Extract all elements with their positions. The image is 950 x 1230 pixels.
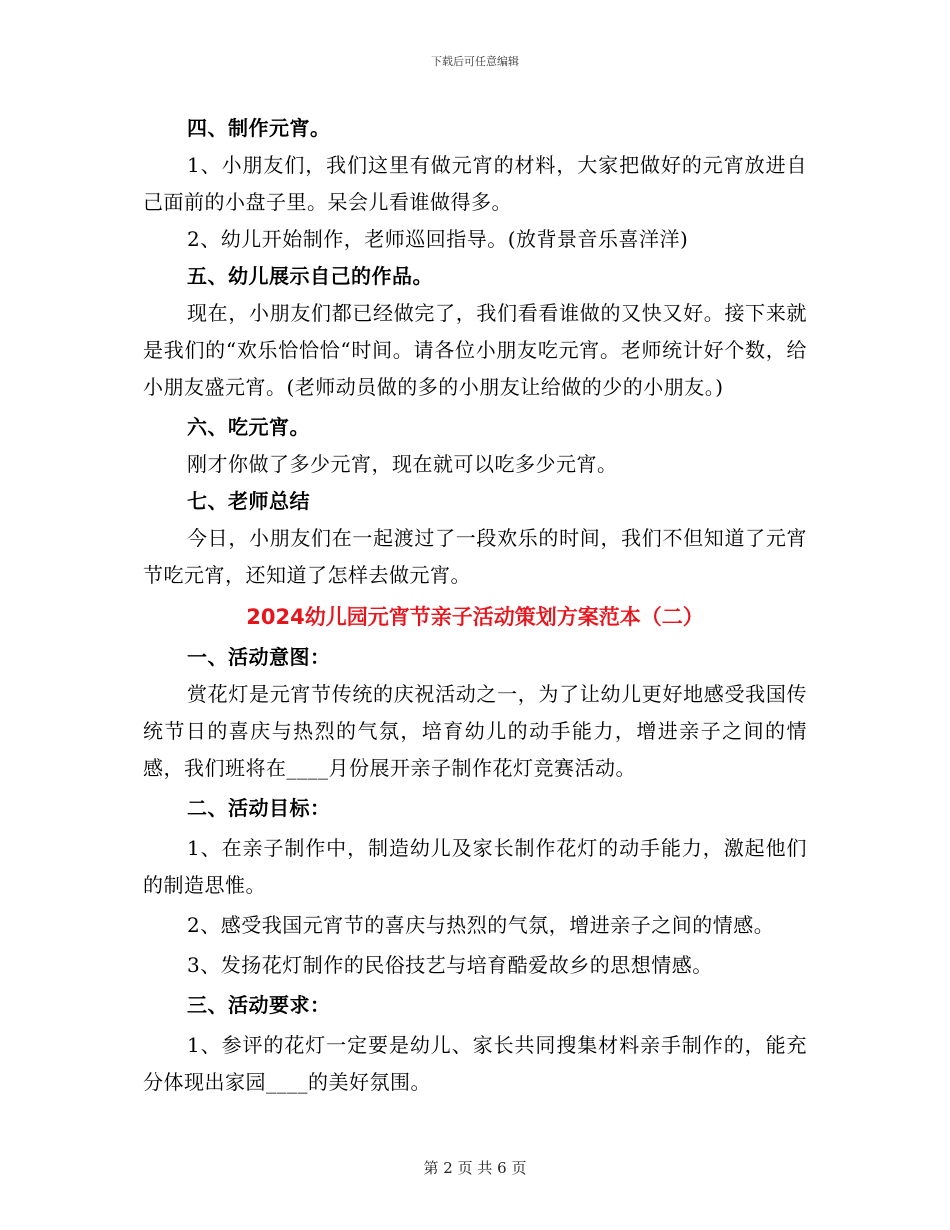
paragraph: 2、感受我国元宵节的喜庆与热烈的气氛，增进亲子之间的情感。	[187, 913, 775, 937]
section-heading: 六、吃元宵。	[187, 415, 310, 439]
section-heading: 一、活动意图：	[187, 645, 331, 669]
section-heading: 五、幼儿展示自己的作品。	[187, 264, 433, 288]
page-header: 下载后可任意编辑	[431, 55, 519, 68]
paragraph: 今日，小朋友们在一起渡过了一段欢乐的时间，我们不但知道了元宵节吃元宵，还知道了怎样去做元宵。	[143, 526, 807, 587]
document-body	[143, 110, 807, 1101]
paragraph: 刚才你做了多少元宵，现在就可以吃多少元宵。	[187, 452, 618, 476]
paragraph: 1、在亲子制作中，制造幼儿及家长制作花灯的动手能力，激起他们的制造思惟。	[143, 836, 807, 897]
section-heading: 七、老师总结	[187, 489, 310, 513]
document-title: 2024幼儿园元宵节亲子活动策划方案范本（二）	[246, 605, 704, 629]
page-footer: 第 2 页 共 6 页	[423, 1159, 527, 1177]
section-heading: 四、制作元宵。	[187, 116, 331, 140]
paragraph: 3、发扬花灯制作的民俗技艺与培育酷爱故乡的思想情感。	[187, 953, 713, 977]
paragraph: 1、小朋友们，我们这里有做元宵的材料，大家把做好的元宵放进自己面前的小盘子里。呆会儿看谁做得多。	[143, 153, 807, 214]
section-heading: 二、活动目标：	[187, 796, 331, 820]
paragraph: 1、参评的花灯一定要是幼儿、家长共同搜集材料亲手制作的，能充分体现出家园____的美好氛围。	[143, 1033, 807, 1094]
section-heading: 三、活动要求：	[187, 993, 331, 1017]
paragraph: 2、幼儿开始制作，老师巡回指导。(放背景音乐喜洋洋)	[187, 227, 689, 251]
paragraph: 赏花灯是元宵节传统的庆祝活动之一，为了让幼儿更好地感受我国传统节日的喜庆与热烈的气氛，培育幼儿的动手能力，增进亲子之间的情感，我们班将在____月份展开亲子制作花灯竞赛活动。	[143, 682, 807, 780]
paragraph: 现在，小朋友们都已经做完了，我们看看谁做的又快又好。接下来就是我们的“欢乐恰恰恰“时间。请各位小朋友吃元宵。老师统计好个数，给小朋友盛元宵。(老师动员做的多的小朋友让给做的少的小朋友。)	[143, 301, 807, 399]
